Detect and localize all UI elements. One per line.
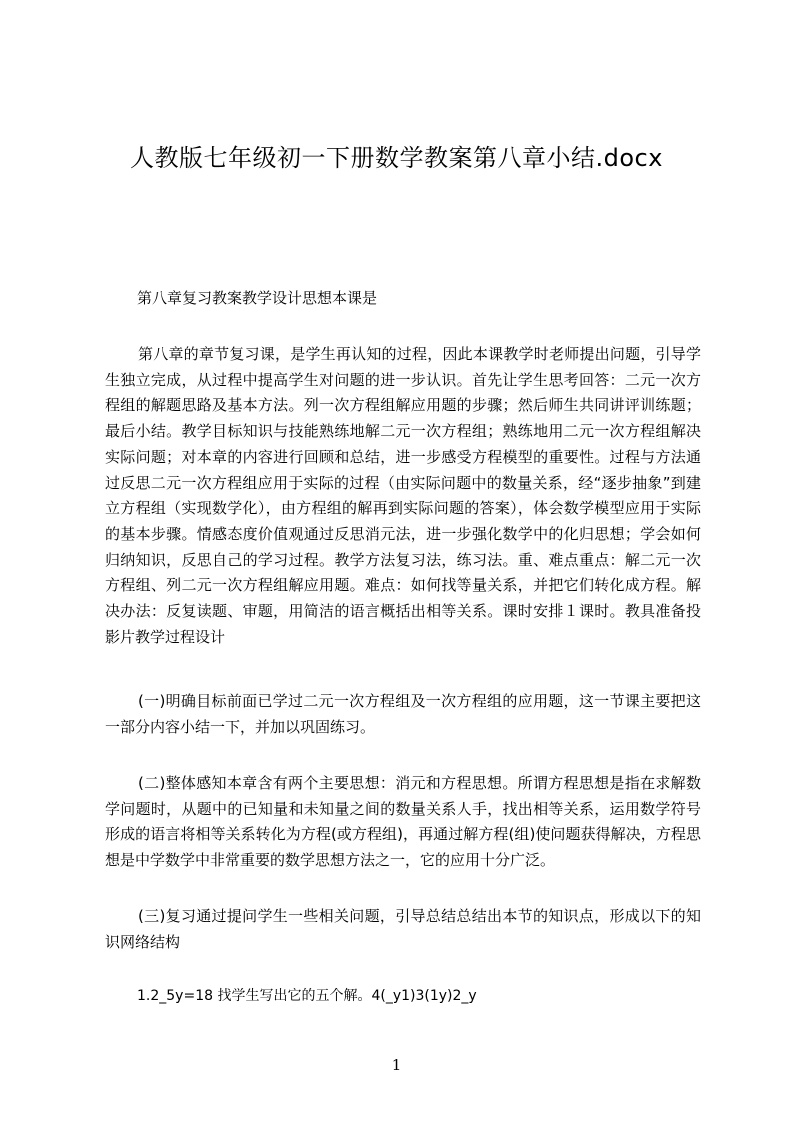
paragraph-intro: 第八章的章节复习课，是学生再认知的过程，因此本课教学时老师提出问题，引导学生独立完成，从过程中提高学生对问题的进一步认识。首先让学生思考回答：二元一次方程组的解题思路及基本方法。列一次方程组解应用题的步骤；然后师生共同讲评训练题；最后小结。教学目标知识与技能熟练地解二元一次方程组；熟练地用二元一次方程组解决实际问题；对本章的内容进行回顾和总结，进一步感受方程模型的重要性。过程与方法通过反思二元一次方程组应用于实际的过程（由实际问题中的数量关系，经“逐步抽象”到建立方程组（实现数学化），由方程组的解再到实际问题的答案），体会数学模型应用于实际的基本步骤。情感态度价值观通过反思消元法，进一步强化数学中的化归思想；学会如何归纳知识，反思自己的学习过程。教学方法复习法，练习法。重、难点重点：解二元一次方程组、列二元一次方程组解应用题。难点：如何找等量关系，并把它们转化成方程。解决办法：反复读题、审题，用简洁的语言概括出相等关系。课时安排１课时。教具准备投影片教学过程设计 <box>105 345 701 646</box>
exercise-formula: 1.2_5y=18 找学生写出它的五个解。4(_y1)3(1y)2_y <box>137 988 477 1004</box>
paragraph-overview: (二)整体感知本章含有两个主要思想：消元和方程思想。所谓方程思想是指在求解数学问题时，从题中的已知量和未知量之间的数量关系人手，找出相等关系，运用数学符号形成的语言将相等关系转化为方程(或方程组)，再通过解方程(组)使问题获得解决，方程思想是中学数学中非常重要的数学思想方法之一，它的应用十分广泛。 <box>105 774 701 870</box>
page-number: 1 <box>391 1056 402 1074</box>
paragraph-goal: (一)明确目标前面已学过二元一次方程组及一次方程组的应用题，这一节课主要把这一部分内容小结一下，并加以巩固练习。 <box>105 692 701 736</box>
document-title: 人教版七年级初一下册数学教案第八章小结.docx <box>130 144 663 172</box>
paragraph-review: (三)复习通过提问学生一些相关问题，引导总结总结出本节的知识点，形成以下的知识网络结构 <box>105 907 701 951</box>
section-heading: 第八章复习教案教学设计思想本课是 <box>137 289 378 307</box>
